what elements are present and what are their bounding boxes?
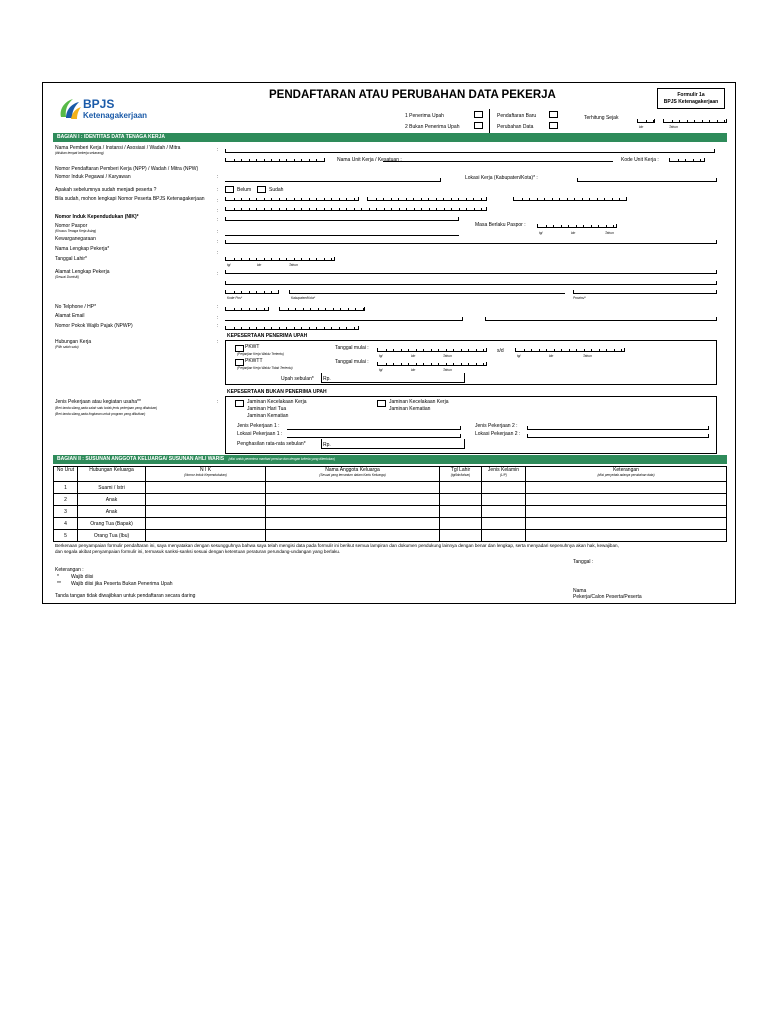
sudah-checkbox[interactable] bbox=[257, 186, 266, 193]
notes-label: Keterangan : bbox=[55, 567, 84, 573]
dob-cell[interactable] bbox=[440, 530, 482, 542]
nik-label: Nomor Induk Kependudukan (NIK)* bbox=[55, 214, 139, 220]
colon: : bbox=[217, 250, 219, 256]
family-table-header-cell bbox=[146, 467, 266, 482]
work-location-label: Lokasi Kerja (Kabupaten/Kota)* : bbox=[465, 175, 538, 181]
passport-label: Nomor Paspor bbox=[55, 223, 88, 229]
location-1-label: Lokasi Pekerjaan 1 : bbox=[237, 431, 283, 437]
signer-label: Pekerja/Calon Peserta/Peserta bbox=[573, 594, 642, 600]
tgl-caption: tgl bbox=[517, 354, 521, 358]
remarks-cell[interactable] bbox=[526, 530, 727, 542]
bpjs-logo-icon bbox=[57, 95, 83, 121]
dob-cell[interactable] bbox=[440, 506, 482, 518]
jkk-label-2: Jaminan Kecelakaan Kerja bbox=[389, 399, 449, 405]
unit-code-field[interactable] bbox=[669, 158, 705, 162]
remarks-cell[interactable] bbox=[526, 506, 727, 518]
option-perubahan-data: Perubahan Data bbox=[497, 124, 534, 130]
row-relation: Anak bbox=[78, 494, 146, 506]
bln-caption: bln bbox=[411, 354, 416, 358]
form-org: BPJS Ketenagakerjaan bbox=[663, 99, 719, 105]
passport-field[interactable] bbox=[225, 217, 459, 221]
year-caption: Tahun bbox=[669, 125, 678, 129]
family-table-body bbox=[54, 482, 727, 542]
family-table-header-cell bbox=[526, 467, 727, 482]
effective-month-field[interactable] bbox=[637, 119, 655, 123]
family-table-header bbox=[54, 467, 727, 482]
name-cell[interactable] bbox=[266, 482, 440, 494]
postal-caption: Kode Pos* bbox=[227, 296, 243, 300]
registration-form bbox=[42, 82, 736, 604]
pkwt-start-field[interactable] bbox=[377, 348, 487, 352]
remarks-cell[interactable] bbox=[526, 482, 727, 494]
colon: : bbox=[217, 229, 219, 235]
unit-code-label: Kode Unit Kerja : bbox=[621, 157, 659, 163]
bpu-option-2-checkbox[interactable] bbox=[377, 400, 386, 407]
table-row bbox=[54, 530, 727, 542]
gender-cell[interactable] bbox=[482, 518, 526, 530]
phone-number-field[interactable] bbox=[279, 307, 365, 311]
nik-cell[interactable] bbox=[146, 506, 266, 518]
tahun-caption: Tahun bbox=[443, 354, 452, 358]
passport-valid-label: Masa Berlaku Paspor : bbox=[475, 222, 526, 228]
work-relation-label: Hubungan Kerja bbox=[55, 339, 92, 345]
nik-cell[interactable] bbox=[146, 530, 266, 542]
email-field-2[interactable] bbox=[485, 317, 717, 321]
header-sublabel: (Nomor Induk Kependudukan) bbox=[184, 473, 227, 477]
row-relation: Orang Tua (Bapak) bbox=[78, 518, 146, 530]
participant-question: Apakah sebelumnya sudah menjadi peserta ? bbox=[55, 187, 157, 193]
colon: : bbox=[217, 339, 219, 345]
header-sublabel: (tgl/bln/tahun) bbox=[450, 473, 471, 477]
tahun-caption: Tahun bbox=[583, 354, 592, 358]
work-location-field[interactable] bbox=[577, 178, 717, 182]
province-field[interactable] bbox=[573, 290, 717, 294]
wage-label: Upah sebulan* bbox=[281, 376, 314, 382]
participant-number-field-3[interactable] bbox=[513, 197, 627, 201]
job-1-label: Jenis Pekerjaan 1 : bbox=[237, 423, 280, 429]
phone-label: No Telphone / HP* bbox=[55, 304, 97, 310]
tahun-caption: Tahun bbox=[443, 368, 452, 372]
unit-name-label: Nama Unit Kerja / Kesatuan : bbox=[337, 157, 402, 163]
table-row bbox=[54, 506, 727, 518]
name-cell[interactable] bbox=[266, 494, 440, 506]
row-relation: Orang Tua (Ibu) bbox=[78, 530, 146, 542]
tgl-caption: tgl bbox=[227, 263, 231, 267]
form-number-box bbox=[657, 88, 725, 109]
option-bukan-penerima-upah: 2 Bukan Penerima Upah bbox=[405, 124, 460, 130]
income-field[interactable] bbox=[321, 439, 465, 449]
bln-caption: bln bbox=[411, 368, 416, 372]
city-caption: Kabupaten/Kota* bbox=[291, 296, 316, 300]
employer-note: (diisikan tempat bekerja sekarang) bbox=[55, 151, 104, 155]
row-number: 3 bbox=[54, 506, 78, 518]
remarks-cell[interactable] bbox=[526, 494, 727, 506]
note-star-2-text: Wajib diisi jika Peserta Bukan Penerima Upah bbox=[71, 581, 173, 587]
job-2-field[interactable] bbox=[527, 426, 709, 430]
province-caption: Provinsi* bbox=[573, 296, 586, 300]
option-pendaftaran-baru: Pendaftaran Baru bbox=[497, 113, 537, 119]
bpu-option-1-checkbox[interactable] bbox=[235, 400, 244, 407]
row-number: 4 bbox=[54, 518, 78, 530]
gender-cell[interactable] bbox=[482, 494, 526, 506]
email-label: Alamat Email bbox=[55, 313, 85, 319]
participant-number-label: Bila sudah, mohon lengkapi Nomor Peserta BPJS Ketenagakerjaan bbox=[55, 196, 205, 202]
location-2-field[interactable] bbox=[527, 434, 709, 438]
header-label: Tgl Lahir bbox=[450, 467, 471, 473]
bukan-penerima-upah-checkbox[interactable] bbox=[474, 122, 483, 129]
name-cell[interactable] bbox=[266, 530, 440, 542]
dob-cell[interactable] bbox=[440, 518, 482, 530]
colon: : bbox=[217, 304, 219, 310]
nationality-label: Kewarganegaraan bbox=[55, 236, 96, 242]
postal-code-field[interactable] bbox=[225, 290, 279, 294]
pkwtt-start-field[interactable] bbox=[377, 362, 487, 366]
phone-area-field[interactable] bbox=[225, 307, 269, 311]
table-row bbox=[54, 482, 727, 494]
perubahan-data-checkbox[interactable] bbox=[549, 122, 558, 129]
rupiah-prefix: Rp. bbox=[323, 442, 331, 448]
colon: : bbox=[217, 174, 219, 180]
pkwtt-start-label: Tanggal mulai : bbox=[335, 359, 369, 365]
family-table-header-cell bbox=[440, 467, 482, 482]
until-label: s/d bbox=[497, 348, 504, 354]
dob-field[interactable] bbox=[225, 257, 335, 261]
full-name-field[interactable] bbox=[225, 240, 717, 244]
colon: : bbox=[217, 399, 219, 405]
header-label: Hubungan Keluarga bbox=[89, 467, 134, 473]
bln-caption: bln bbox=[571, 231, 576, 235]
gender-cell[interactable] bbox=[482, 530, 526, 542]
nationality-field[interactable] bbox=[225, 232, 459, 236]
dob-label: Tanggal Lahir* bbox=[55, 256, 87, 262]
statement-text: Berkenaan penyampaian formulir pendaftaran ini, saya menyatakan dengan sesungguhnya bahwa saya telah mengisi data pada formulir ini berikut semua lampiran dan dokumen pendukung lainnya dengan benar dan lengkap, serta menyadari sepenuhnya akan hak, kewajiban, bbox=[55, 543, 619, 548]
effective-year-field[interactable] bbox=[663, 119, 727, 123]
nik-field[interactable] bbox=[225, 207, 487, 211]
jht-label: Jaminan Hari Tua bbox=[247, 406, 287, 412]
npp-field[interactable] bbox=[225, 158, 325, 162]
job-2-label: Jenis Pekerjaan 2 : bbox=[475, 423, 518, 429]
jkm-label-1: Jaminan Kematian bbox=[247, 413, 289, 419]
pkwtt-label: PKWTT bbox=[245, 358, 263, 364]
date-label: Tanggal : bbox=[573, 559, 594, 565]
row-relation: Suami / Istri bbox=[78, 482, 146, 494]
npwp-field[interactable] bbox=[225, 326, 359, 330]
job-1-field[interactable] bbox=[287, 426, 461, 430]
pkwt-start-label: Tanggal mulai : bbox=[335, 345, 369, 351]
pkwt-label: PKWT bbox=[245, 344, 260, 350]
address-note: (Sesuai Domisili) bbox=[55, 275, 79, 279]
sudah-label: Sudah bbox=[269, 187, 284, 193]
nip-field[interactable] bbox=[225, 178, 441, 182]
npwp-label: Nomor Pokok Wajib Pajak (NPWP) bbox=[55, 323, 133, 329]
job-note-1: (Beri tanda silang pada salah satu kotak jenis pekerjaan yang dilakukan) bbox=[55, 406, 158, 410]
pendaftaran-baru-checkbox[interactable] bbox=[549, 111, 558, 118]
family-table-header-cell bbox=[266, 467, 440, 482]
work-relation-note: (Pilih salah satu) bbox=[55, 345, 79, 349]
note-star-1-text: Wajib diisi bbox=[71, 574, 94, 580]
section-2-title: BAGIAN II : SUSUNAN ANGGOTA KELUARGA/ SUSUNAN AHLI WARIS bbox=[57, 456, 225, 462]
jkk-label-1: Jaminan Kecelakaan Kerja bbox=[247, 399, 307, 405]
header-label: Jenis Kelamin bbox=[487, 467, 520, 473]
passport-note: (Khusus Tenaga Kerja Asing) bbox=[55, 229, 97, 233]
family-table-header-cell bbox=[482, 467, 526, 482]
nip-label: Nomor Induk Pegawai / Karyawan bbox=[55, 174, 131, 180]
income-label: Penghasilan rata-rata sebulan* bbox=[237, 441, 306, 447]
form-number: Formulir 1a bbox=[677, 92, 705, 98]
colon: : bbox=[217, 187, 219, 193]
name-label: Nama bbox=[573, 588, 587, 594]
month-caption: bln bbox=[639, 125, 644, 129]
unit-name-field[interactable] bbox=[383, 158, 613, 162]
colon: : bbox=[217, 208, 219, 214]
wage-participation-title: KEPESERTAAN PENERIMA UPAH bbox=[227, 333, 308, 339]
table-row bbox=[54, 518, 727, 530]
colon: : bbox=[217, 271, 219, 277]
city-field[interactable] bbox=[289, 290, 565, 294]
tahun-caption: Tahun bbox=[605, 231, 614, 235]
gender-cell[interactable] bbox=[482, 506, 526, 518]
row-number: 5 bbox=[54, 530, 78, 542]
header-label: Keterangan bbox=[613, 467, 639, 473]
location-2-label: Lokasi Pekerjaan 2 : bbox=[475, 431, 521, 437]
email-field[interactable] bbox=[225, 317, 463, 321]
wage-field[interactable] bbox=[321, 373, 465, 383]
table-row bbox=[54, 494, 727, 506]
section-2-note: (diisi untuk penerima manfaat pensiun dan dengan kriteria yang ditentukan) bbox=[228, 457, 336, 461]
option-penerima-upah: 1 Penerima Upah bbox=[405, 113, 444, 119]
participant-number-field-1[interactable] bbox=[225, 197, 359, 201]
colon: : bbox=[217, 323, 219, 329]
job-type-label: Jenis Pekerjaan atau kegiatan usaha** bbox=[55, 399, 141, 405]
rupiah-prefix: Rp. bbox=[323, 376, 331, 382]
pkwtt-note: (Perjanjian Kerja Waktu Tidak Tertentu) bbox=[237, 366, 293, 370]
address-field-1[interactable] bbox=[225, 270, 717, 274]
section-2-header bbox=[53, 455, 727, 464]
note-star-2: ** bbox=[57, 581, 61, 587]
family-table-header-cell bbox=[54, 467, 78, 482]
row-number: 2 bbox=[54, 494, 78, 506]
row-number: 1 bbox=[54, 482, 78, 494]
family-table-header-cell bbox=[78, 467, 146, 482]
header-label: N I K bbox=[199, 467, 212, 473]
bln-caption: bln bbox=[549, 354, 554, 358]
nik-cell[interactable] bbox=[146, 482, 266, 494]
bpjs-logo bbox=[57, 95, 157, 123]
tahun-caption: Tahun bbox=[289, 263, 298, 267]
employer-label: Nama Pemberi Kerja / Instansi / Asosiasi / Wadah / Mitra bbox=[55, 145, 181, 151]
colon: : bbox=[217, 239, 219, 245]
signature-note: Tanda tangan tidak diwajibkan untuk pendaftaran secara daring bbox=[55, 593, 196, 599]
tgl-caption: tgl bbox=[379, 368, 383, 372]
row-relation: Anak bbox=[78, 506, 146, 518]
tgl-caption: tgl bbox=[379, 354, 383, 358]
dob-cell[interactable] bbox=[440, 482, 482, 494]
address-label: Alamat Lengkap Pekerja bbox=[55, 269, 110, 275]
employer-field[interactable] bbox=[225, 149, 715, 153]
pkwt-note: (Perjanjian Kerja Waktu Tertentu) bbox=[237, 352, 284, 356]
header-label: Nama Anggota Keluarga bbox=[325, 467, 380, 473]
form-title: PENDAFTARAN ATAU PERUBAHAN DATA PEKERJA bbox=[269, 89, 556, 101]
location-1-field[interactable] bbox=[287, 434, 461, 438]
colon: : bbox=[217, 217, 219, 223]
jkm-label-2: Jaminan Kematian bbox=[389, 406, 431, 412]
statement-text-2: dan segala akibat penyampaian formulir ini, termasuk sanksi-sanksi sesuai dengan ketentuan peraturan perundang-undangan yang berlaku. bbox=[55, 549, 341, 554]
name-cell[interactable] bbox=[266, 518, 440, 530]
address-field-2[interactable] bbox=[225, 281, 717, 285]
nik-cell[interactable] bbox=[146, 518, 266, 530]
tgl-caption: tgl bbox=[539, 231, 543, 235]
header-sublabel: (L/P) bbox=[500, 473, 507, 477]
family-table bbox=[53, 466, 727, 542]
belum-checkbox[interactable] bbox=[225, 186, 234, 193]
name-cell[interactable] bbox=[266, 506, 440, 518]
participant-number-field-2[interactable] bbox=[367, 197, 487, 201]
non-wage-participation-title: KEPESERTAAN BUKAN PENERIMA UPAH bbox=[227, 389, 327, 395]
passport-valid-field[interactable] bbox=[537, 224, 617, 228]
colon: : bbox=[217, 147, 219, 153]
npp-label: Nomor Pendaftaran Pemberi Kerja (NPP) / Wadah / Mitra (NPW) bbox=[55, 166, 199, 172]
job-note-2: (Beri tanda silang pada lingkaran untuk program yang diikutkan) bbox=[55, 412, 146, 416]
nik-cell[interactable] bbox=[146, 494, 266, 506]
effective-since-label: Terhitung Sejak bbox=[584, 115, 619, 121]
full-name-label: Nama Lengkap Pekerja* bbox=[55, 246, 110, 252]
header-sublabel: (diisi penyebab adanya perubahan data) bbox=[597, 473, 655, 477]
dob-cell[interactable] bbox=[440, 494, 482, 506]
belum-label: Belum bbox=[237, 187, 252, 193]
header-divider bbox=[489, 109, 490, 133]
header-sublabel: (Sesuai yang tercantum dalam Kartu Keluarga) bbox=[319, 473, 386, 477]
gender-cell[interactable] bbox=[482, 482, 526, 494]
logo-sub: Ketenagakerjaan bbox=[83, 111, 148, 120]
colon: : bbox=[217, 198, 219, 204]
bln-caption: bln bbox=[257, 263, 262, 267]
header-label: No Urut bbox=[56, 467, 75, 473]
remarks-cell[interactable] bbox=[526, 518, 727, 530]
pkwt-end-field[interactable] bbox=[515, 348, 625, 352]
note-star-1: * bbox=[57, 574, 59, 580]
section-1-header: BAGIAN I : IDENTITAS DATA TENAGA KERJA bbox=[53, 133, 727, 142]
logo-brand: BPJS bbox=[83, 97, 115, 111]
colon: : bbox=[217, 315, 219, 321]
penerima-upah-checkbox[interactable] bbox=[474, 111, 483, 118]
